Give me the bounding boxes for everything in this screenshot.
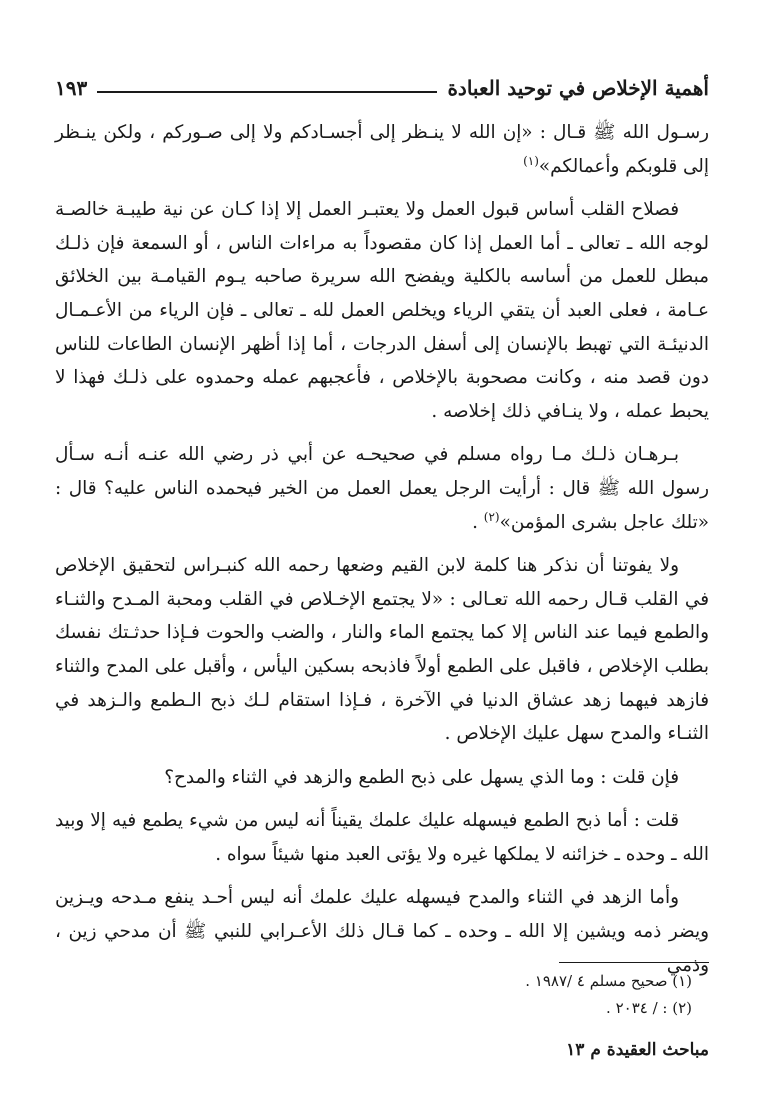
paragraph: قلت : أما ذبح الطمع فيسهله عليك علمك يقيناً أنه ليس من شيء يطمع فيه إلا وبيد الله ـ وحده ـ خزائنه لا يملكها غيره ولا يؤتى العبد منها شيئاً سواه . xyxy=(55,810,709,865)
paragraph: بـرهـان ذلـك مـا رواه مسلم في صحيحـه عن أبي ذر رضي الله عنـه أنـه سـأل رسول الله ﷺ قال : أرأيت الرجل يعمل العمل من الخير فيحمده الناس عليه؟ قال : «تلك عاجل بشرى المؤمن»$^{(٢)}$ . xyxy=(55,444,709,533)
running-header xyxy=(55,66,709,100)
paragraph: فصلاح القلب أساس قبول العمل ولا يعتبـر العمل إلا إذا كـان عن نية طيبـة خالصـة لوجه الله ـ تعالى ـ أما العمل إذا كان مقصوداً به مراءات الناس ، أو السمعة فإن ذلـك مبطل للعمل من أساسه بالكلية ويفضح الله سريرة صاحبه يـوم القيامـة بين الخلائق عـامة ، فعلى العبد أن يتقي الرياء ويخلص العمل لله ـ تعالى ـ فإن الرياء من الأعـمـال الدنيئـة التي تهبط بالإنسان إلى أسفل الدرجات ، أما إذا أظهر الإنسان الطاعات للناس دون قصد منه ، وكانت مصحوبة بالإخلاص ، فأعجبهم عمله وحمدوه على ذلـك فهذا لا يحبط عمله ، ولا ينـافي ذلك إخلاصه . xyxy=(55,199,709,422)
header-title: أهمية الإخلاص في توحيد العبادة xyxy=(447,76,709,100)
footnote: (١) صحيح مسلم ٤ /١٩٨٧ . xyxy=(525,972,692,990)
page-number: ١٩٣ xyxy=(55,76,88,100)
footnotes xyxy=(55,968,692,1022)
header-rule xyxy=(97,91,437,93)
paragraph-text: بـرهـان ذلـك مـا رواه مسلم في صحيحـه عن أبي ذر رضي الله عنـه أنـه سـأل رسول الله ﷺ قال : أرأيت الرجل يعمل العمل من الخير فيحمده الناس عليه؟ قال : «تلك عاجل بشرى المؤمن» xyxy=(55,444,709,533)
paragraph-text: رسـول الله ﷺ قـال : «إن الله لا ينـظر إلى أجسـادكم ولا إلى صـوركم ، ولكن ينـظر إلى قلوبكم وأعمالكم» xyxy=(55,122,709,177)
paragraph: ولا يفوتنا أن نذكر هنا كلمة لابن القيم وضعها رحمه الله كنبـراس لتحقيق الإخلاص في القلب قـال رحمه الله تعـالى : «لا يجتمع الإخـلاص في القلب ومحبة المـدح والثنـاء والطمع فيما عند الناس إلا كما يجتمع الماء والنار ، والضب والحوت فـإذا حدثـتك نفسك بطلب الإخلاص ، فاقبل على الطمع أولاً فاذبحه بسكين اليأس ، وأقبل على المدح والثناء فازهد فيهما زهد عشاق الدنيا في الآخرة ، فـإذا استقام لـك ذبح الـطمع والـزهد في الثنـاء والمدح سهل عليك الإخلاص . xyxy=(55,555,709,745)
paragraph: وأما الزهد في الثناء والمدح فيسهله عليك علمك أنه ليس أحـد ينفع مـدحه ويـزين ويضر ذمه ويشين إلا الله ـ وحده ـ كما قـال ذلك الأعـرابي للنبي ﷺ أن مدحي زين ، وذمي xyxy=(55,887,709,976)
footnote-ref: (١) xyxy=(523,153,539,168)
main-text xyxy=(55,116,709,992)
footnote-divider xyxy=(559,962,709,963)
paragraph: فإن قلت : وما الذي يسهل على ذبح الطمع والزهد في الثناء والمدح؟ xyxy=(164,766,679,788)
footnote-ref: (٢) xyxy=(483,509,500,524)
printer-signature: مباحث العقيدة م ١٣ xyxy=(566,1040,709,1060)
paragraph xyxy=(55,116,709,183)
footnote: (٢) : / ٢٠٣٤ . xyxy=(606,999,692,1017)
